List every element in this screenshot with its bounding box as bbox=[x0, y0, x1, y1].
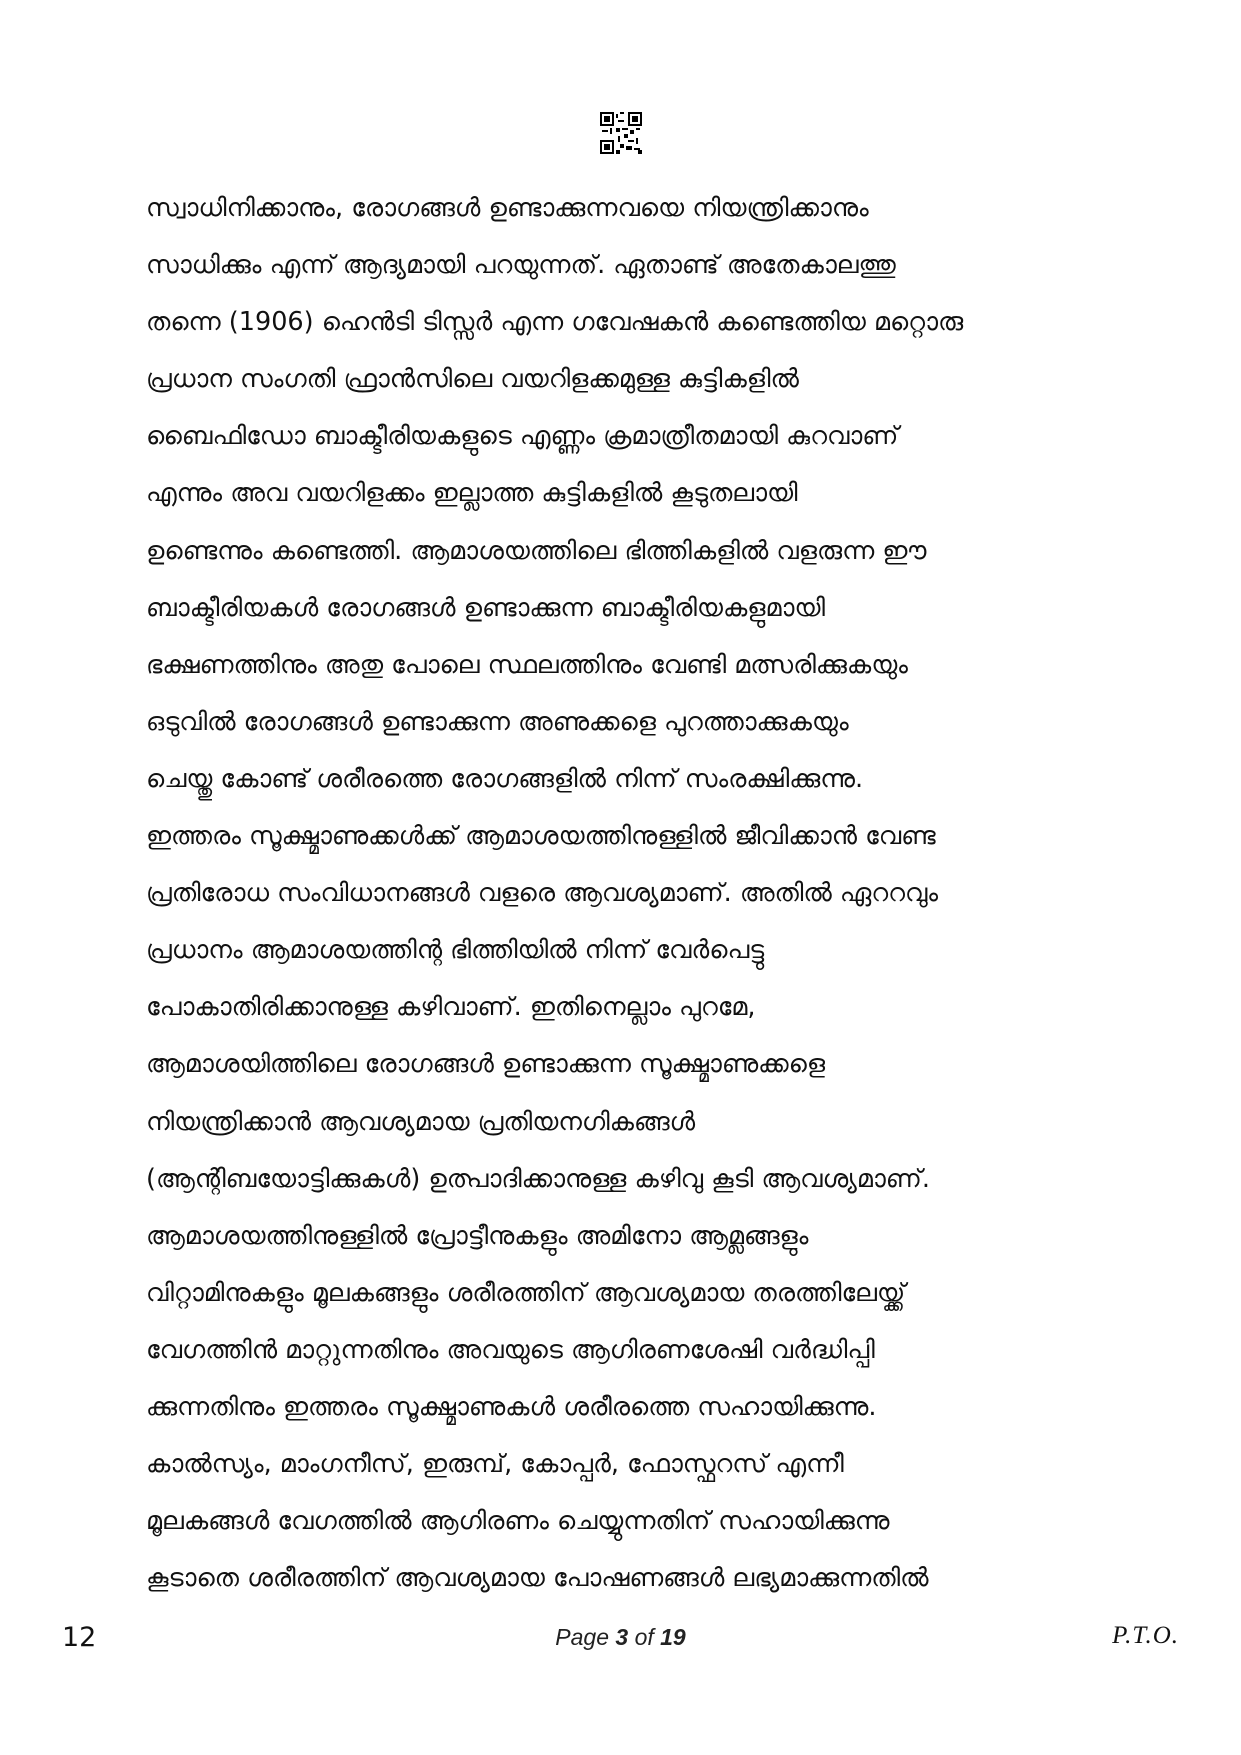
body-text bbox=[146, 180, 1106, 1607]
page-total: 19 bbox=[660, 1624, 686, 1650]
text-line: ആമാശയിത്തിലെ രോഗങ്ങൾ ഉണ്ടാക്കുന്ന സൂക്ഷ്മാണുക്കളെ bbox=[146, 1049, 826, 1080]
text-line: ആമാശയത്തിനുള്ളിൽ പ്രോട്ടീനുകളും അമിനോ ആമ്ലങ്ങളും bbox=[146, 1220, 809, 1251]
turn-over-note: P.T.O. bbox=[1112, 1622, 1179, 1649]
text-line: ബാക്ടീരിയകൾ രോഗങ്ങൾ ഉണ്ടാക്കുന്ന ബാക്ടീരിയകളുമായി bbox=[146, 592, 825, 623]
text-line: ഭക്ഷണത്തിനും അതു പോലെ സ്ഥലത്തിനും വേണ്ടി മത്സരിക്കുകയും bbox=[146, 649, 908, 680]
text-line: എന്നും അവ വയറിളക്കം ഇല്ലാത്ത കുട്ടികളിൽ കൂടുതലായി bbox=[146, 478, 798, 509]
text-line: സ്വാധിനിക്കാനും, രോഗങ്ങൾ ഉണ്ടാക്കുന്നവയെ നിയന്ത്രിക്കാനും bbox=[146, 193, 869, 223]
text-line: മൂലകങ്ങൾ വേഗത്തിൽ ആഗിരണം ചെയ്യുന്നതിന് സഹായിക്കുന്നു bbox=[146, 1506, 890, 1537]
text-line: ഉണ്ടെന്നും കണ്ടെത്തി. ആമാശയത്തിലെ ഭിത്തികളിൽ വളരുന്ന ഈ bbox=[146, 535, 927, 566]
text-line: (ആന്റിബയോട്ടിക്കുകൾ) ഉത്പാദിക്കാനുള്ള കഴിവു കൂടി ആവശ്യമാണ്. bbox=[146, 1163, 930, 1194]
text-line: കൂടാതെ ശരീരത്തിന് ആവശ്യമായ പോഷണങ്ങൾ ലഭ്യമാക്കുന്നതിൽ bbox=[146, 1563, 929, 1594]
page-number: 3 bbox=[615, 1624, 629, 1650]
text-line: പ്രധാനം ആമാശയത്തിന്റ ഭിത്തിയിൽ നിന്ന് വേർപെട്ടു bbox=[146, 935, 765, 966]
paper-code: 12 bbox=[62, 1622, 97, 1653]
text-line: വേഗത്തിൻ മാറ്റുന്നതിനും അവയുടെ ആഗിരണശേഷി വർദ്ധിപ്പി bbox=[146, 1334, 875, 1365]
text-line: കാൽസ്യം, മാംഗനീസ്, ഇരുമ്പ്, കോപ്പർ, ഫോസ്ഫറസ് എന്നീ bbox=[146, 1449, 844, 1480]
page-label: Page bbox=[555, 1624, 609, 1650]
text-line: പോകാതിരിക്കാനുള്ള കഴിവാണ്. ഇതിനെല്ലാം പുറമേ, bbox=[146, 992, 756, 1023]
text-line: ബൈഫിഡോ ബാക്ടീരിയകളുടെ എണ്ണം ക്രമാത്രീതമായി കുറവാണ് bbox=[146, 421, 899, 452]
text-line: പ്രധാന സംഗതി ഫ്രാൻസിലെ വയറിളക്കമുള്ള കുട്ടികളിൽ bbox=[146, 364, 799, 395]
page-indicator bbox=[0, 1624, 1241, 1651]
text-line: പ്രതിരോധ സംവിധാനങ്ങൾ വളരെ ആവശ്യമാണ്. അതിൽ ഏററവും bbox=[146, 878, 939, 909]
text-line: തന്നെ (1906) ഹെൻടി ടിസ്സർ എന്ന ഗവേഷകൻ കണ്ടെത്തിയ മറ്റൊരു bbox=[146, 307, 964, 338]
text-line: സാധിക്കും എന്ന് ആദ്യമായി പറയുന്നത്. ഏതാണ്ട് അതേകാലത്തു bbox=[146, 250, 896, 281]
qr-code-icon bbox=[600, 112, 642, 154]
text-line: ഒടുവിൽ രോഗങ്ങൾ ഉണ്ടാക്കുന്ന അണുക്കളെ പുറത്താക്കുകയും bbox=[146, 706, 849, 737]
text-line: നിയന്ത്രിക്കാൻ ആവശ്യമായ പ്രതിയനഗികങ്ങൾ bbox=[146, 1106, 696, 1137]
text-line: ഇത്തരം സൂക്ഷ്മാണുക്കൾക്ക് ആമാശയത്തിനുള്ളിൽ ജീവിക്കാൻ വേണ്ട bbox=[146, 821, 936, 852]
text-line: ക്കുന്നതിനും ഇത്തരം സൂക്ഷ്മാണുകൾ ശരീരത്തെ സഹായിക്കുന്നു. bbox=[146, 1391, 877, 1422]
text-line: വിറ്റാമിനുകളും മൂലകങ്ങളും ശരീരത്തിന് ആവശ്യമായ തരത്തിലേയ്ക്ക് bbox=[146, 1277, 906, 1308]
text-line: ചെയ്തു കോണ്ട് ശരീരത്തെ രോഗങ്ങളിൽ നിന്ന് സംരക്ഷിക്കുന്നു. bbox=[146, 763, 864, 794]
page-of: of bbox=[634, 1624, 654, 1650]
